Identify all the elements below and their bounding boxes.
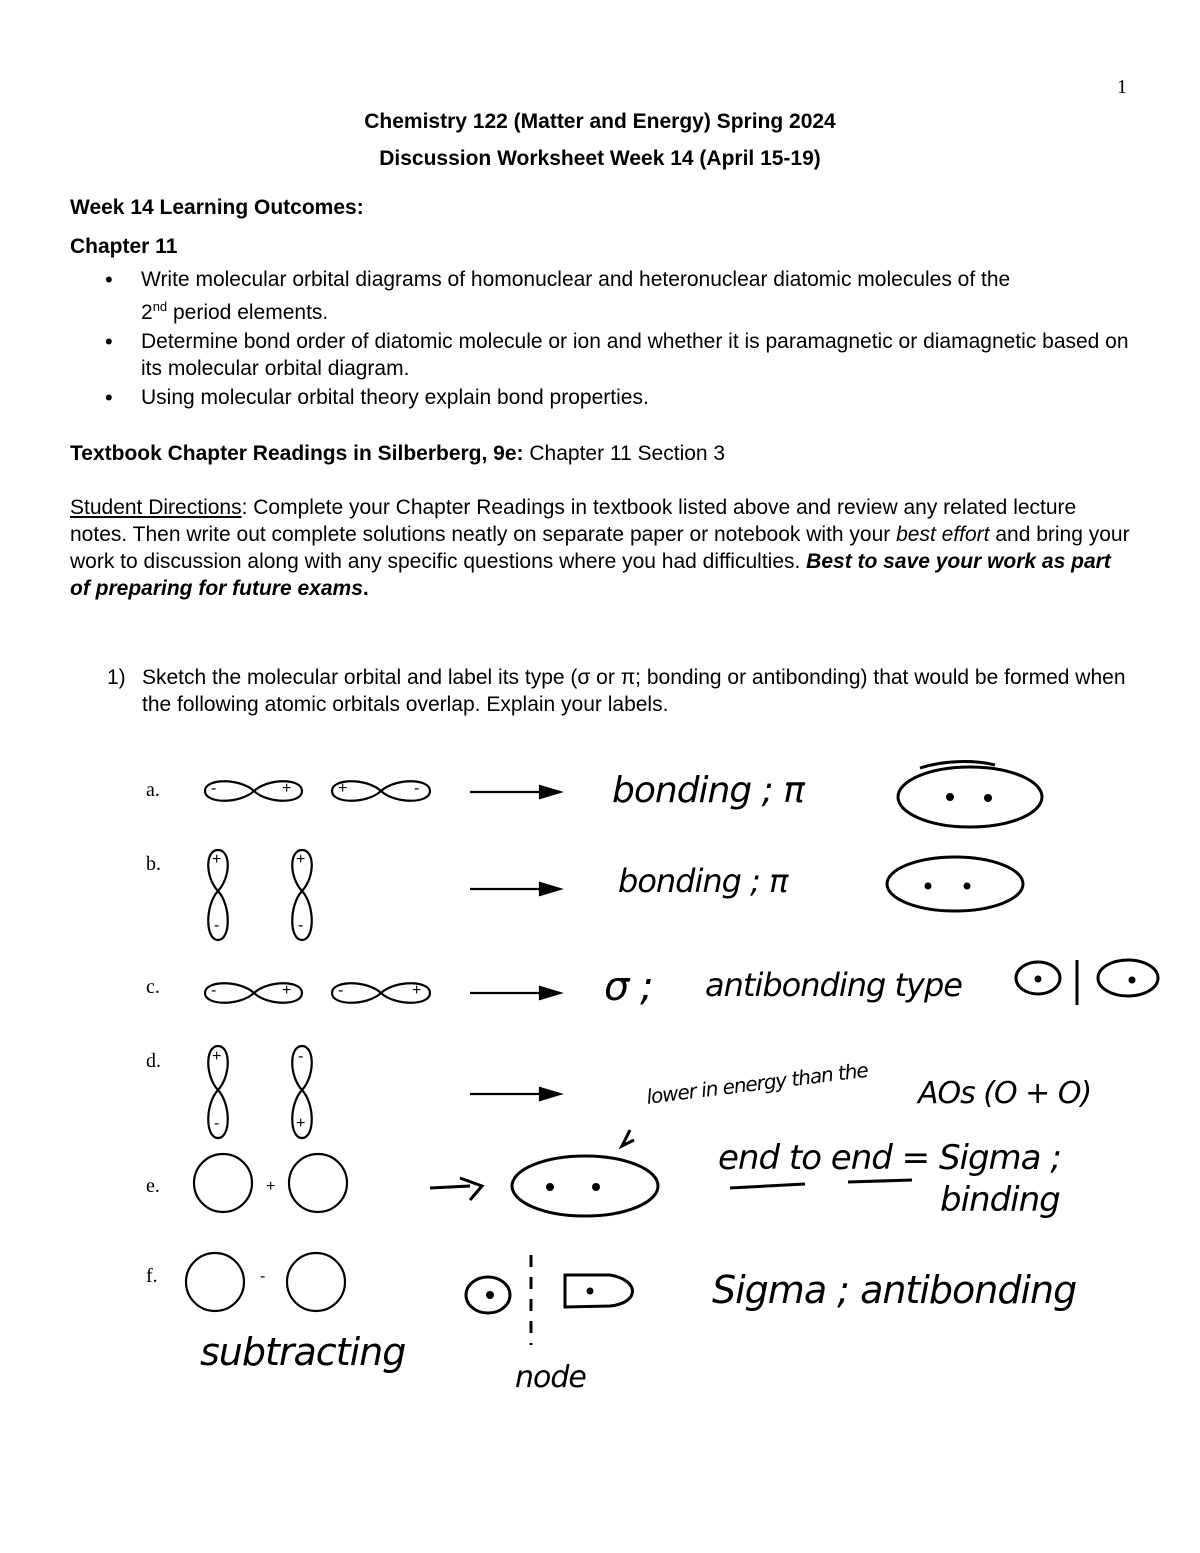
answer-f-node: node: [515, 1360, 586, 1395]
outcome-item: • Using molecular orbital theory explain bond properties.: [105, 384, 1145, 411]
item-label-f: f.: [146, 1265, 158, 1287]
outcome-text: period elements.: [167, 301, 329, 324]
sketch-mo-a: [898, 767, 1042, 827]
sketch-pointer-d: [622, 1130, 634, 1146]
answer-a: bonding ; π: [612, 770, 804, 811]
arrow-a: [470, 786, 560, 798]
sketch-mo-c2: [1098, 960, 1158, 996]
s-orbital-f1: [186, 1253, 244, 1311]
item-label-d: d.: [146, 1050, 161, 1072]
directions-bold-note: Best to save your work as part of preparing for future exams: [70, 550, 1111, 600]
sketch-dot: [1035, 976, 1042, 983]
sketch-mo-b: [887, 857, 1023, 911]
question-text: Sketch the molecular orbital and label its type (σ or π; bonding or antibonding) that would be formed when the following atomic orbitals overlap. Explain your labels.: [142, 666, 1126, 716]
operator-f: -: [260, 1268, 266, 1285]
answer-f-text: Sigma ; antibonding: [712, 1268, 1077, 1312]
item-label-e: e.: [146, 1175, 160, 1197]
sketch-dot: [1129, 977, 1136, 984]
sketch-mo-f2: [565, 1275, 633, 1307]
chapter-heading: Chapter 11: [70, 235, 178, 258]
directions-end: .: [362, 577, 369, 600]
operator-e: +: [266, 1178, 276, 1195]
superscript: nd: [152, 299, 168, 314]
page-number: 1: [1117, 76, 1127, 98]
item-label-a: a.: [146, 779, 160, 801]
sketch-dot: [546, 1183, 554, 1191]
sign-c3: -: [338, 982, 344, 999]
s-orbital-f2: [287, 1253, 345, 1311]
worksheet-subtitle: Discussion Worksheet Week 14 (April 15-19): [379, 147, 821, 170]
sign-d1: +: [212, 1048, 222, 1065]
sign-d2: -: [214, 1115, 220, 1132]
sign-b3: +: [296, 851, 306, 868]
sketch-dot: [592, 1183, 600, 1191]
arrow-c: [470, 987, 560, 999]
sign-b2: -: [214, 917, 220, 934]
sign-a2: +: [282, 780, 292, 797]
sketch-mo-e: [512, 1156, 658, 1216]
answer-c-text: antibonding type: [705, 966, 962, 1004]
arrow-d: [470, 1088, 560, 1100]
arrow-b: [470, 883, 560, 895]
sign-c1: -: [211, 982, 217, 999]
directions-text: : Complete your Chapter Readings in textbook listed above and review any related lecture notes. Then write out complete solutions neatly on separate paper or notebook with your: [70, 496, 1077, 546]
answer-e-line1: end to end = Sigma ;: [718, 1138, 1061, 1178]
sketch-underline: [730, 1184, 805, 1188]
outcomes-heading: Week 14 Learning Outcomes:: [70, 196, 364, 219]
sign-d3: -: [298, 1048, 304, 1065]
sign-d4: +: [296, 1115, 306, 1132]
sketch-dot: [486, 1291, 494, 1299]
directions-label: Student Directions: [70, 496, 242, 519]
answer-c-symbol: σ ;: [604, 964, 653, 1010]
sign-a3: +: [338, 780, 348, 797]
readings-label: Textbook Chapter Readings in Silberberg, 9e:: [70, 442, 524, 465]
sign-c4: +: [412, 982, 422, 999]
sign-c2: +: [282, 982, 292, 999]
directions-emphasis: best effort: [896, 523, 990, 546]
item-label-b: b.: [146, 853, 161, 875]
answer-b: bonding ; π: [618, 862, 788, 900]
answer-e-line2: binding: [940, 1180, 1060, 1220]
sketch-underline: [848, 1180, 912, 1182]
sketch-dot: [587, 1288, 594, 1295]
sign-b4: -: [298, 917, 304, 934]
outcome-text: 2: [141, 301, 153, 324]
question-number: 1): [107, 666, 126, 689]
sketch-arrow-e: [430, 1178, 482, 1200]
sketch-dot: [964, 883, 971, 890]
sketch-dot: [925, 883, 932, 890]
readings-value: Chapter 11 Section 3: [523, 442, 726, 465]
sign-a1: -: [211, 780, 217, 797]
sign-b1: +: [212, 851, 222, 868]
outcome-item: • Determine bond order of diatomic molecule or ion and whether it is paramagnetic or diamagnetic based on its molecular orbital diagram.: [105, 328, 1145, 382]
item-label-c: c.: [146, 976, 160, 998]
sketch-dot: [984, 794, 992, 802]
outcome-text: Write molecular orbital diagrams of homonuclear and heteronuclear diatomic molecules of the: [141, 268, 1011, 291]
s-orbital-e2: [289, 1154, 347, 1212]
directions-text: and bring your work to discussion along with any specific questions where you had difficulties.: [70, 523, 1130, 573]
worksheet-title: Chemistry 122 (Matter and Energy) Spring 2024: [364, 110, 836, 133]
answer-f-subtracting: subtracting: [200, 1330, 406, 1374]
answer-d-note: lower in energy than the: [645, 1057, 869, 1109]
s-orbital-e1: [194, 1154, 252, 1212]
sketch-dot: [946, 793, 954, 801]
sign-a4: -: [414, 780, 420, 797]
answer-d-aos: AOs (O + O): [918, 1076, 1092, 1111]
